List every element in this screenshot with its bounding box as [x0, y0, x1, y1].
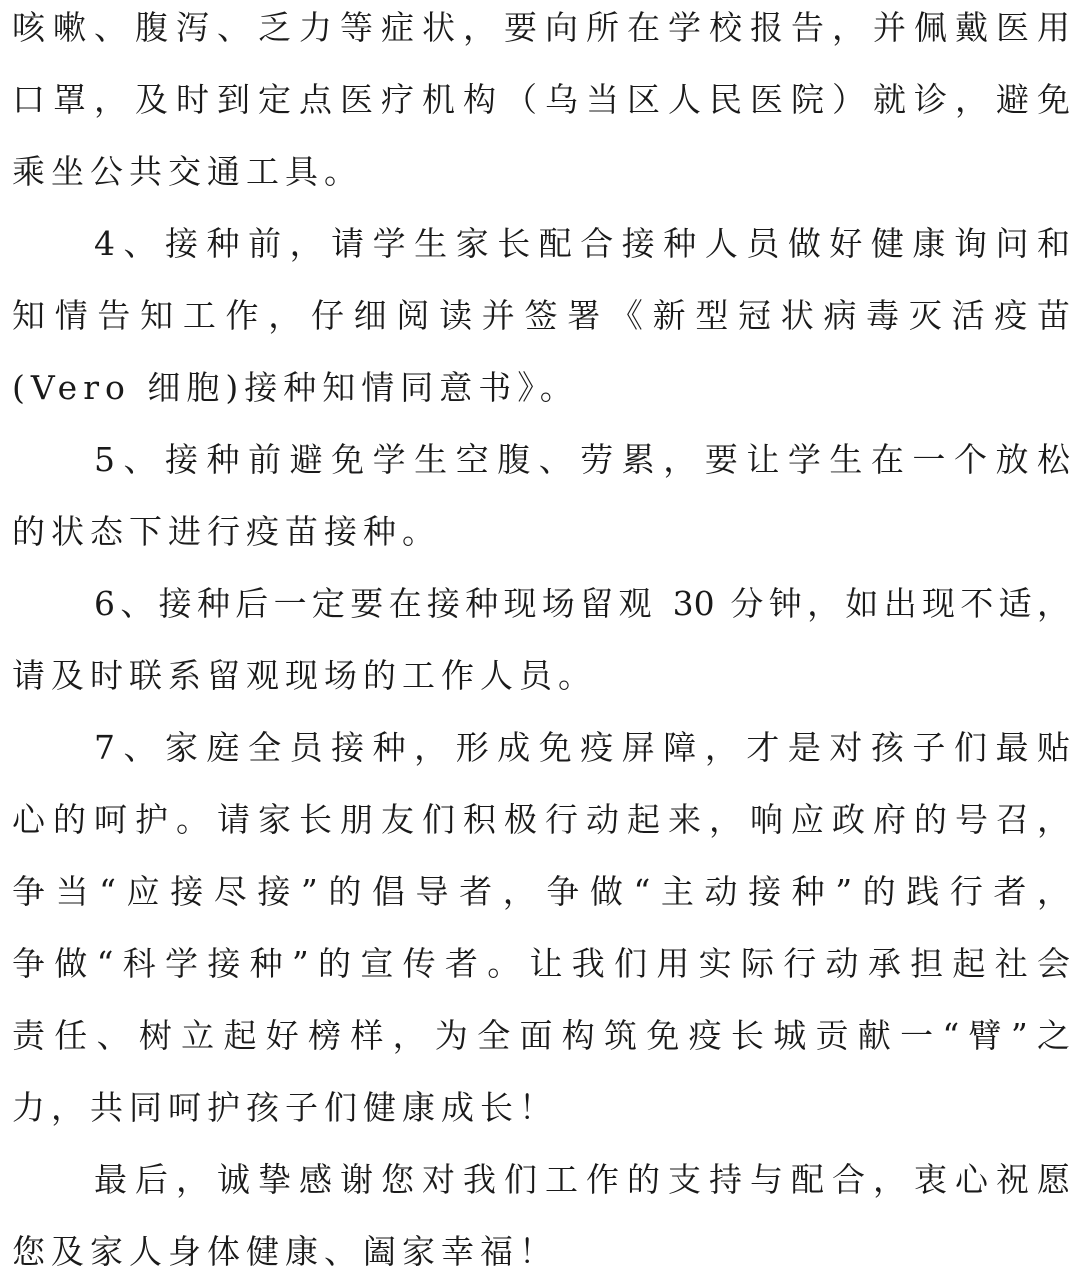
- text-line: 力，共同呵护孩子们健康成长！: [12, 1088, 558, 1127]
- text-line: 最后，诚挚感谢您对我们工作的支持与配合，衷心祝愿: [94, 1160, 1070, 1199]
- text-line: 您及家人身体健康、阖家幸福！: [12, 1232, 558, 1271]
- text-line: 的状态下进行疫苗接种。: [12, 512, 441, 551]
- text-line: 5、接种前避免学生空腹、劳累，要让学生在一个放松: [94, 440, 1070, 479]
- text-line: 争做“科学接种”的宣传者。让我们用实际行动承担起社会: [12, 944, 1070, 983]
- text-line: (Vero 细胞)接种知情同意书》。: [12, 368, 579, 407]
- text-line: 责任、树立起好榜样，为全面构筑免疫长城贡献一“臂”之: [12, 1016, 1070, 1055]
- text-line: 7、家庭全员接种，形成免疫屏障，才是对孩子们最贴: [94, 728, 1070, 767]
- text-line: 口罩，及时到定点医疗机构（乌当区人民医院）就诊，避免: [12, 80, 1070, 119]
- text-line: 咳嗽、腹泻、乏力等症状，要向所在学校报告，并佩戴医用: [12, 8, 1070, 47]
- text-line: 4、接种前，请学生家长配合接种人员做好健康询问和: [94, 224, 1070, 263]
- text-line: 乘坐公共交通工具。: [12, 152, 363, 191]
- text-line: 6、接种后一定要在接种现场留观 30 分钟，如出现不适，: [94, 584, 1070, 623]
- text-line: 知情告知工作，仔细阅读并签署《新型冠状病毒灭活疫苗: [12, 296, 1070, 335]
- text-line: 争当“应接尽接”的倡导者，争做“主动接种”的践行者，: [12, 872, 1070, 911]
- text-line: 心的呵护。请家长朋友们积极行动起来，响应政府的号召，: [12, 800, 1070, 839]
- text-line: 请及时联系留观现场的工作人员。: [12, 656, 597, 695]
